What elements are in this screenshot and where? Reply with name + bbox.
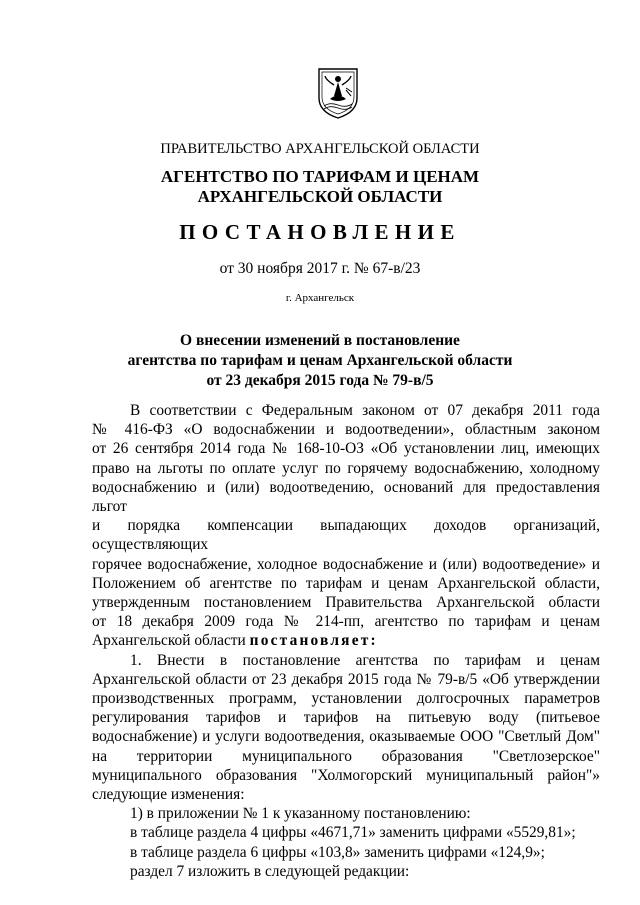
body-line: утвержденным постановлением Правительства Архангельской области — [92, 594, 600, 612]
document-city: г. Архангельск — [285, 292, 355, 304]
government-title: ПРАВИТЕЛЬСТВО АРХАНГЕЛЬСКОЙ ОБЛАСТИ — [160, 141, 480, 157]
body-line: регулирования тарифов и тарифов на питьевую воду (питьевое — [92, 709, 600, 727]
agency-title-line-2: АРХАНГЕЛЬСКОЙ ОБЛАСТИ — [197, 187, 443, 206]
body-line: № 416-ФЗ «О водоснабжении и водоотведении», областным законом — [92, 421, 600, 439]
document-subject — [0, 331, 640, 391]
document-body — [92, 401, 600, 881]
agency-title — [0, 167, 640, 207]
body-line: и порядка компенсации выпадающих доходов организаций, осуществляющих — [92, 517, 600, 554]
body-line — [92, 631, 600, 650]
amendment-item: раздел 7 изложить в следующей редакции: — [130, 862, 410, 880]
preamble-ending: Архангельской области — [92, 632, 250, 650]
amendment-item: 1) в приложении № 1 к указанному постановлению: — [130, 805, 471, 823]
body-line: 1. Внести в постановление агентства по тарифам и ценам — [130, 651, 600, 669]
body-line: Архангельской области от 23 декабря 2015 года № 79-в/5 «Об утверждении — [92, 670, 600, 688]
document-date-number: от 30 ноября 2017 г. № 67-в/23 — [219, 260, 421, 277]
subject-line-1: О внесении изменений в постановление — [180, 332, 460, 349]
resolves-word: постановляет: — [249, 632, 378, 650]
body-line: муниципального образования "Холмогорский муниципальный район"» — [92, 766, 600, 784]
body-line: на территории муниципального образования "Светлозерское" — [92, 747, 600, 765]
body-line: водоснабжению и (или) водоотведению, оснований для предоставления льгот — [92, 478, 600, 516]
amendment-item: в таблице раздела 6 цифры «103,8» заменить цифрами «124,9»; — [130, 843, 545, 861]
body-line: водоснабжение) и услуги водоотведения, оказываемые ООО "Светлый Дом" — [92, 728, 600, 746]
preamble-paragraph — [92, 401, 600, 651]
body-line: от 26 сентября 2014 года № 168-10-ОЗ «Об установлении лиц, имеющих — [92, 440, 600, 458]
amendments-list — [92, 804, 600, 881]
amendment-item: в таблице раздела 4 цифры «4671,71» заменить цифрами «5529,81»; — [130, 824, 576, 842]
body-line: от 18 декабря 2009 года № 214-пп, агентство по тарифам и ценам — [92, 613, 600, 631]
body-line: следующие изменения: — [92, 786, 245, 804]
body-line: В соответствии с Федеральным законом от 07 декабря 2011 года — [130, 402, 600, 419]
body-line: право на льготы по оплате услуг по горячему водоснабжению, холодному — [92, 459, 600, 477]
subject-line-3: от 23 декабря 2015 года № 79-в/5 — [206, 372, 434, 389]
body-line: Положением об агентстве по тарифам и ценам Архангельской области, — [92, 574, 600, 592]
body-line: производственных программ, установлении долгосрочных параметров — [92, 690, 600, 708]
body-line: горячее водоснабжение, холодное водоснабжение и (или) водоотведение» и — [92, 555, 600, 573]
item-1-paragraph — [92, 651, 600, 805]
coat-of-arms-icon — [316, 66, 360, 120]
document-type: ПОСТАНОВЛЕНИЕ — [179, 220, 461, 244]
subject-line-2: агентства по тарифам и ценам Архангельской области — [127, 352, 513, 369]
agency-title-line-1: АГЕНТСТВО ПО ТАРИФАМ И ЦЕНАМ — [160, 167, 480, 186]
